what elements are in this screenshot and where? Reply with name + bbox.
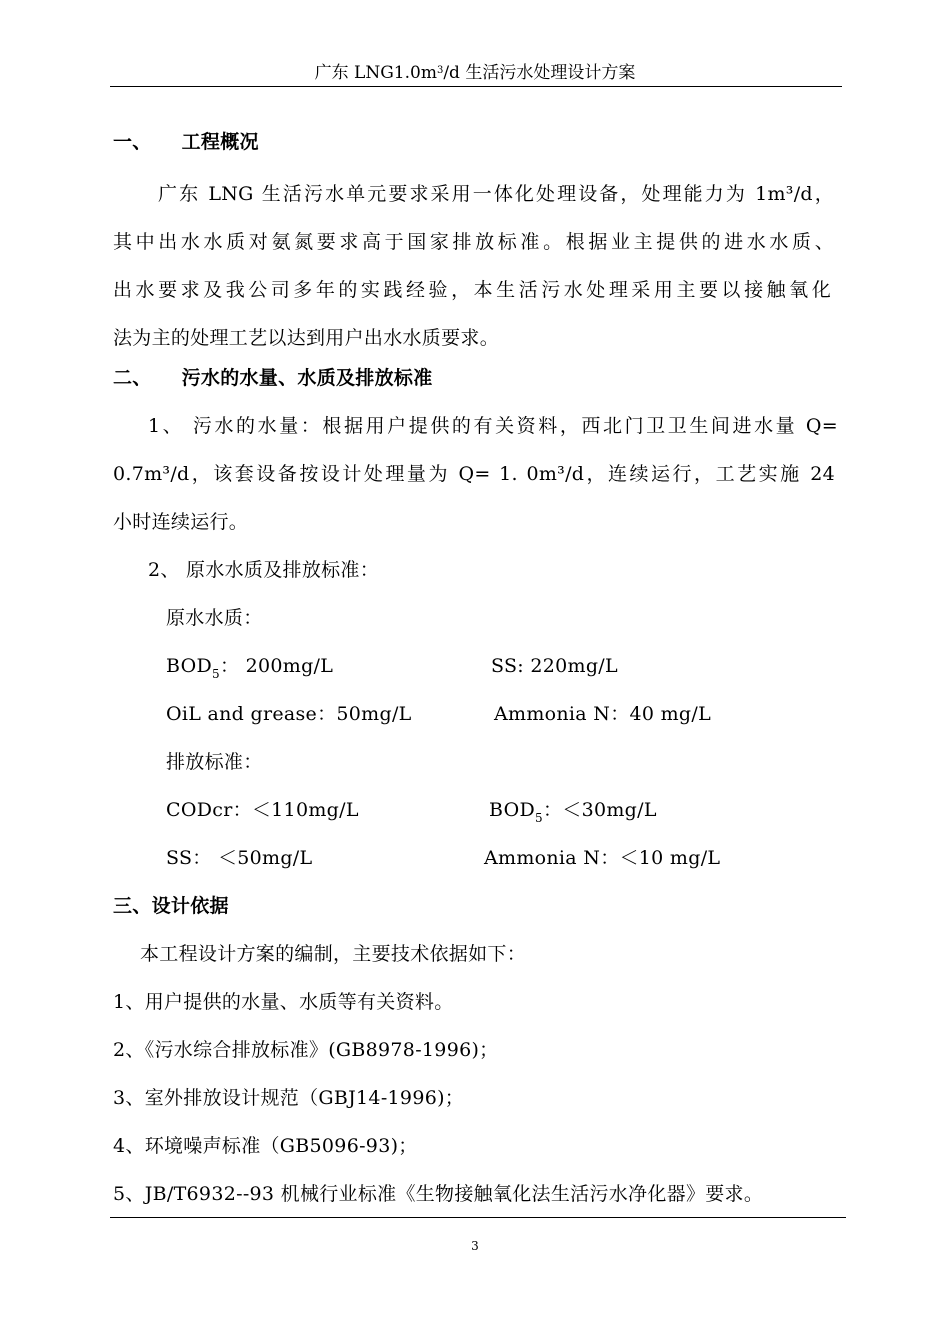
std-ammonia: Ammonia N：＜10 mg/L [484, 847, 721, 869]
s3-item-3: 3、室外排放设计规范（GBJ14-1996)； [113, 1087, 465, 1109]
header-title-sup: 3 [436, 65, 444, 76]
raw-quality-title: 原水水质： [166, 607, 263, 629]
section-2-number: 二、 [113, 367, 152, 389]
s1-line-3: 出水要求及我公司多年的实践经验，本生活污水处理采用主要以接触氧化 [113, 279, 831, 301]
s3-item-5: 5、JB/T6932--93 机械行业标准《生物接触氧化法生活污水净化器》要求。 [113, 1183, 764, 1205]
section-2-heading [113, 365, 433, 391]
s3-item-2: 2、《污水综合排放标准》(GB8978-1996)； [113, 1039, 499, 1061]
section-1-number: 一、 [113, 131, 152, 153]
raw-bod-subscript: 5 [212, 667, 220, 681]
std-bod-value: ：＜30mg/L [542, 799, 657, 821]
s2-item1-line-2: 0.7m³/d，该套设备按设计处理量为 Q= 1. 0m³/d，连续运行，工艺实施 24 [113, 463, 835, 485]
s2-item2-title: 2、 原水水质及排放标准： [148, 559, 380, 581]
raw-ss: SS: 220mg/L [491, 655, 618, 677]
raw-bod [166, 653, 333, 679]
s1-line-4: 法为主的处理工艺以达到用户出水水质要求。 [113, 327, 500, 349]
std-ss: SS： ＜50mg/L [166, 847, 313, 869]
std-bod-label: BOD [489, 799, 536, 821]
section-1-heading [113, 129, 259, 155]
header-title-pre: 广东 LNG1.0m [314, 63, 437, 83]
page-number: 3 [471, 1239, 479, 1253]
s3-item-4: 4、环境噪声标准（GB5096-93)； [113, 1135, 418, 1157]
s2-item1-line-1: 1、 污水的水量：根据用户提供的有关资料，西北门卫卫生间进水量 Q= [148, 415, 838, 437]
section-1-title: 工程概况 [181, 131, 259, 153]
raw-bod-label: BOD [166, 655, 213, 677]
raw-oil: OiL and grease：50mg/L [166, 703, 412, 725]
std-bod [489, 797, 657, 823]
raw-bod-value: ： 200mg/L [219, 655, 334, 677]
s2-item1-line-3: 小时连续运行。 [113, 511, 249, 533]
header-rule [110, 86, 842, 87]
s1-line-1: 广东 LNG 生活污水单元要求采用一体化处理设备，处理能力为 1m³/d， [158, 183, 834, 205]
s1-line-2: 其中出水水质对氨氮要求高于国家排放标准。根据业主提供的进水水质、 [113, 231, 834, 253]
footer-rule [110, 1217, 846, 1218]
section-2-title: 污水的水量、水质及排放标准 [181, 367, 433, 389]
section-3-heading: 三、设计依据 [113, 895, 229, 917]
std-bod-subscript: 5 [535, 811, 543, 825]
s3-intro: 本工程设计方案的编制，主要技术依据如下： [140, 943, 527, 965]
raw-ammonia: Ammonia N：40 mg/L [494, 703, 712, 725]
s3-item-1: 1、用户提供的水量、水质等有关资料。 [113, 991, 454, 1013]
page-header [0, 62, 950, 84]
header-title-post: /d 生活污水处理设计方案 [443, 63, 636, 83]
discharge-standard-title: 排放标准： [166, 751, 263, 773]
std-cod: CODcr：＜110mg/L [166, 799, 359, 821]
